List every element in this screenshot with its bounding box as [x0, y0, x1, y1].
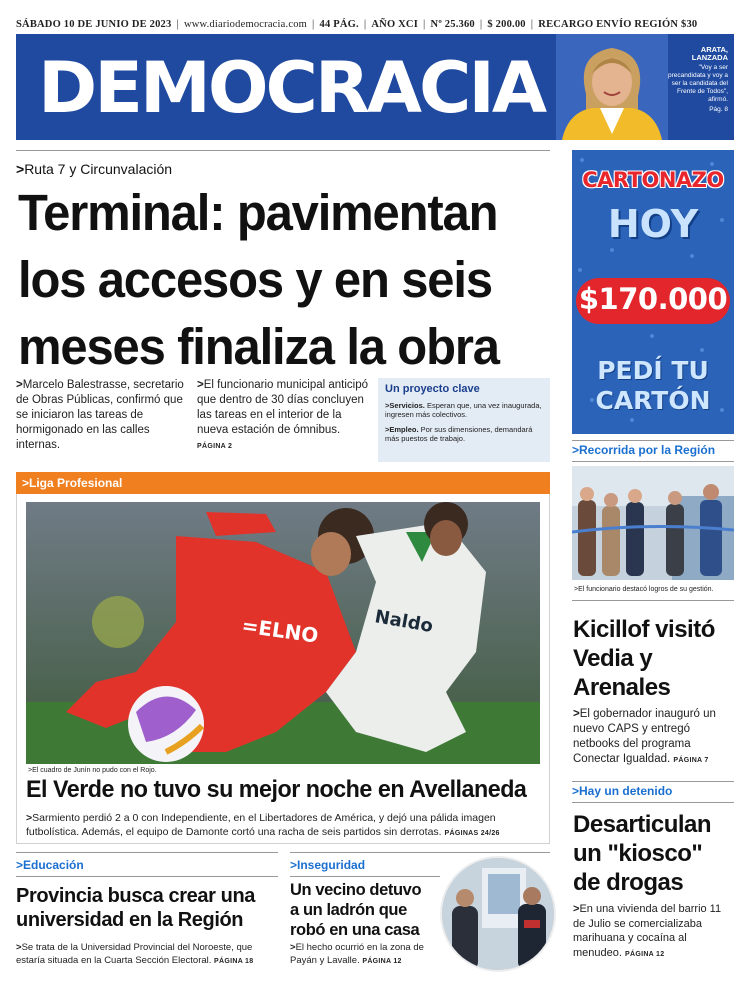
box-item-label: Servicios. [389, 401, 425, 410]
kicillof-visit-photo [572, 466, 734, 580]
section-label-text: Inseguridad [297, 858, 366, 872]
arata-photo [556, 34, 668, 140]
lead-col2-text: El funcionario municipal anticipó que dentro de 30 días concluyen las tareas en el interior de la nueva estación de ómnibus. [197, 379, 369, 436]
football-match-photo [26, 502, 540, 764]
headline-line: los accesos y en seis [18, 251, 492, 308]
lead-column-2: >El funcionario municipal anticipó que dentro de 30 días concluyen las tareas en el interior de la nueva estación de ómnibus. PÁGINA 2 [197, 379, 369, 450]
sport-section-label: Liga Profesional [29, 476, 123, 490]
sport-headline[interactable]: El Verde no tuvo su mejor noche en Avellaneda [26, 776, 527, 803]
security-body-text: El hecho ocurrió en la zona de Payán y Lavalle. [290, 942, 424, 966]
issue-date: SÁBADO 10 DE JUNIO DE 2023 [16, 18, 172, 30]
sport-body: >Sarmiento perdió 2 a 0 con Independiente, en el Libertadores de América, y dejó una pálida imagen futbolística. Además, el equipo de Damonte cortó una racha de seis partidos sin derrotas. PÁGINAS 24/26 [26, 812, 500, 838]
box-item-text: Por sus dimensiones, demandará más puestos de trabajo. [385, 425, 533, 443]
masthead-teaser[interactable] [664, 46, 728, 114]
sport-photo-caption: >El cuadro de Junín no pudo con el Rojo. [28, 767, 157, 774]
page-count: 44 PÁG. [319, 18, 359, 30]
region-body: >El gobernador inauguró un nuevo CAPS y entregó netbooks del programa Conectar Igualdad. PÁGINA 7 [573, 708, 716, 765]
region-body-text: El gobernador inauguró un nuevo CAPS y entregó netbooks del programa Conectar Igualdad. [573, 708, 716, 765]
caption-text: El funcionario destacó logros de su gestión. [578, 586, 714, 593]
region-section-label[interactable]: >Recorrida por la Región [572, 443, 716, 457]
ad-cta [572, 356, 734, 416]
year-label: AÑO XCI [371, 18, 419, 30]
security-headline[interactable] [290, 880, 440, 940]
divider [290, 876, 440, 877]
education-section-label[interactable]: >Educación [16, 858, 84, 872]
headline-line: Kicillof visitó [573, 616, 715, 643]
headline-line: de drogas [573, 869, 684, 896]
page-ref: PÁGINA 2 [197, 443, 233, 450]
security-section-label[interactable]: >Inseguridad [290, 858, 366, 872]
headline-line: Desarticulan [573, 811, 712, 838]
headline-line: Un vecino detuvo [290, 881, 422, 899]
cartonazo-ad[interactable] [572, 150, 734, 434]
page-ref: PÁGINA 12 [362, 957, 402, 965]
box-item-label: Empleo. [389, 425, 419, 434]
headline-line: a un ladrón que [290, 901, 407, 919]
section-label-text: Recorrida por la Región [579, 443, 716, 457]
box-item-text: Esperan que, una vez inaugurada, ingresen más colectivos. [385, 401, 542, 419]
teaser-text: "Voy a ser precandidata y voy a ser la candidata del Frente de Todos", afirmó. [668, 64, 728, 103]
region-photo-caption: >El funcionario destacó logros de su gestión. [574, 586, 714, 593]
masthead [16, 34, 734, 140]
section-label-text: Educación [23, 858, 84, 872]
sport-section-bar[interactable]: >Liga Profesional [16, 472, 550, 494]
issue-number: Nº 25.360 [430, 18, 475, 30]
divider [572, 802, 734, 803]
football-players-icon [26, 502, 540, 764]
headline-line: robó en una casa [290, 921, 420, 939]
headline-line: Provincia busca crear una [16, 885, 256, 907]
price: $ 200.00 [487, 18, 526, 30]
headline-line: meses finaliza la obra [18, 318, 499, 375]
drugs-body: >En una vivienda del barrio 11 de Julio se comercializaba marihuana y cocaína al menudeo. PÁGINA 12 [573, 903, 722, 959]
page-ref: PÁGINAS 24/26 [444, 829, 500, 837]
sport-body-text: Sarmiento perdió 2 a 0 con Independiente, en el Libertadores de América, y dejó una pálida imagen futbolística. Además, el equipo de Damonte cortó una racha de seis partidos sin derrotas. [26, 812, 496, 838]
region-headline[interactable] [573, 615, 735, 702]
section-label-text: Hay un detenido [579, 784, 673, 798]
headline-line: Terminal: pavimentan [18, 184, 498, 241]
caption-text: El cuadro de Junín no pudo con el Rojo. [32, 767, 157, 774]
lead-headline[interactable] [18, 184, 536, 378]
education-body: >Se trata de la Universidad Provincial del Noroeste, que estaría situada en la Cuarta Sección Electoral. PÁGINA 18 [16, 942, 254, 966]
drugs-body-text: En una vivienda del barrio 11 de Julio se comercializaba marihuana y cocaína al menudeo. [573, 903, 722, 959]
headline-line: universidad en la Región [16, 909, 244, 931]
divider [572, 781, 734, 782]
woman-portrait-icon [556, 34, 668, 140]
top-info-bar: SÁBADO 10 DE JUNIO DE 2023 | www.diariodemocracia.com | 44 PÁG. | AÑO XCI | Nº 25.360 | $ 200.00 | RECARGO ENVÍO REGIÓN $30 [16, 18, 698, 30]
box-item: >Empleo. Por sus dimensiones, demandará más puestos de trabajo. [385, 425, 533, 443]
box-item: >Servicios. Esperan que, una vez inaugurada, ingresen más colectivos. [385, 401, 542, 419]
page-ref: PÁGINA 18 [214, 957, 254, 965]
newspaper-logo[interactable]: DEMOCRACIA [38, 47, 545, 129]
divider [572, 461, 734, 462]
headline-line: Arenales [573, 674, 671, 701]
lead-kicker-text: Ruta 7 y Circunvalación [24, 161, 173, 177]
education-headline[interactable] [16, 884, 280, 932]
divider [572, 440, 734, 441]
svg-text:Naldo: Naldo [373, 606, 435, 638]
police-officers-icon [442, 858, 554, 970]
divider [16, 876, 278, 877]
ribbon-cutting-icon [572, 466, 734, 580]
headline-line: un "kiosco" [573, 840, 703, 867]
drugs-section-label[interactable]: >Hay un detenido [572, 784, 673, 798]
svg-text:=ELNO: =ELNO [240, 613, 320, 648]
divider [16, 852, 278, 853]
box-title: Un proyecto clave [385, 383, 480, 395]
divider [16, 150, 550, 151]
divider [572, 600, 734, 601]
ad-today: HOY [607, 202, 699, 246]
lead-col1-text: Marcelo Balestrasse, secretario de Obras Públicas, confirmó que se iniciaron las tareas de hormigonado en las calles internas. [16, 379, 184, 451]
lead-kicker: >Ruta 7 y Circunvalación [16, 161, 173, 177]
teaser-page: Pág. 8 [709, 106, 728, 113]
ad-cta-line: CARTÓN [595, 386, 711, 415]
website-link[interactable]: www.diariodemocracia.com [183, 18, 308, 30]
ad-title: CARTONAZO [582, 168, 724, 192]
key-project-box [378, 378, 550, 462]
page-ref: PÁGINA 12 [625, 950, 665, 958]
security-body: >El hecho ocurrió en la zona de Payán y Lavalle. PÁGINA 12 [290, 942, 424, 966]
surcharge: RECARGO ENVÍO REGIÓN $30 [538, 18, 698, 30]
headline-line: Vedia y [573, 645, 653, 672]
ad-cta-line: PEDÍ TU [597, 356, 709, 385]
education-body-text: Se trata de la Universidad Provincial del Noroeste, que estaría situada en la Cuarta Sección Electoral. [16, 942, 253, 966]
divider [290, 852, 550, 853]
teaser-title: ARATA, LANZADA [691, 45, 728, 62]
drugs-headline[interactable] [573, 810, 735, 897]
ad-amount: $170.000 [578, 282, 728, 316]
arrest-photo [440, 856, 556, 972]
lead-column-1: >Marcelo Balestrasse, secretario de Obras Públicas, confirmó que se iniciaron las tareas de hormigonado en las calles internas. [16, 379, 184, 451]
page-ref: PÁGINA 7 [673, 757, 709, 764]
